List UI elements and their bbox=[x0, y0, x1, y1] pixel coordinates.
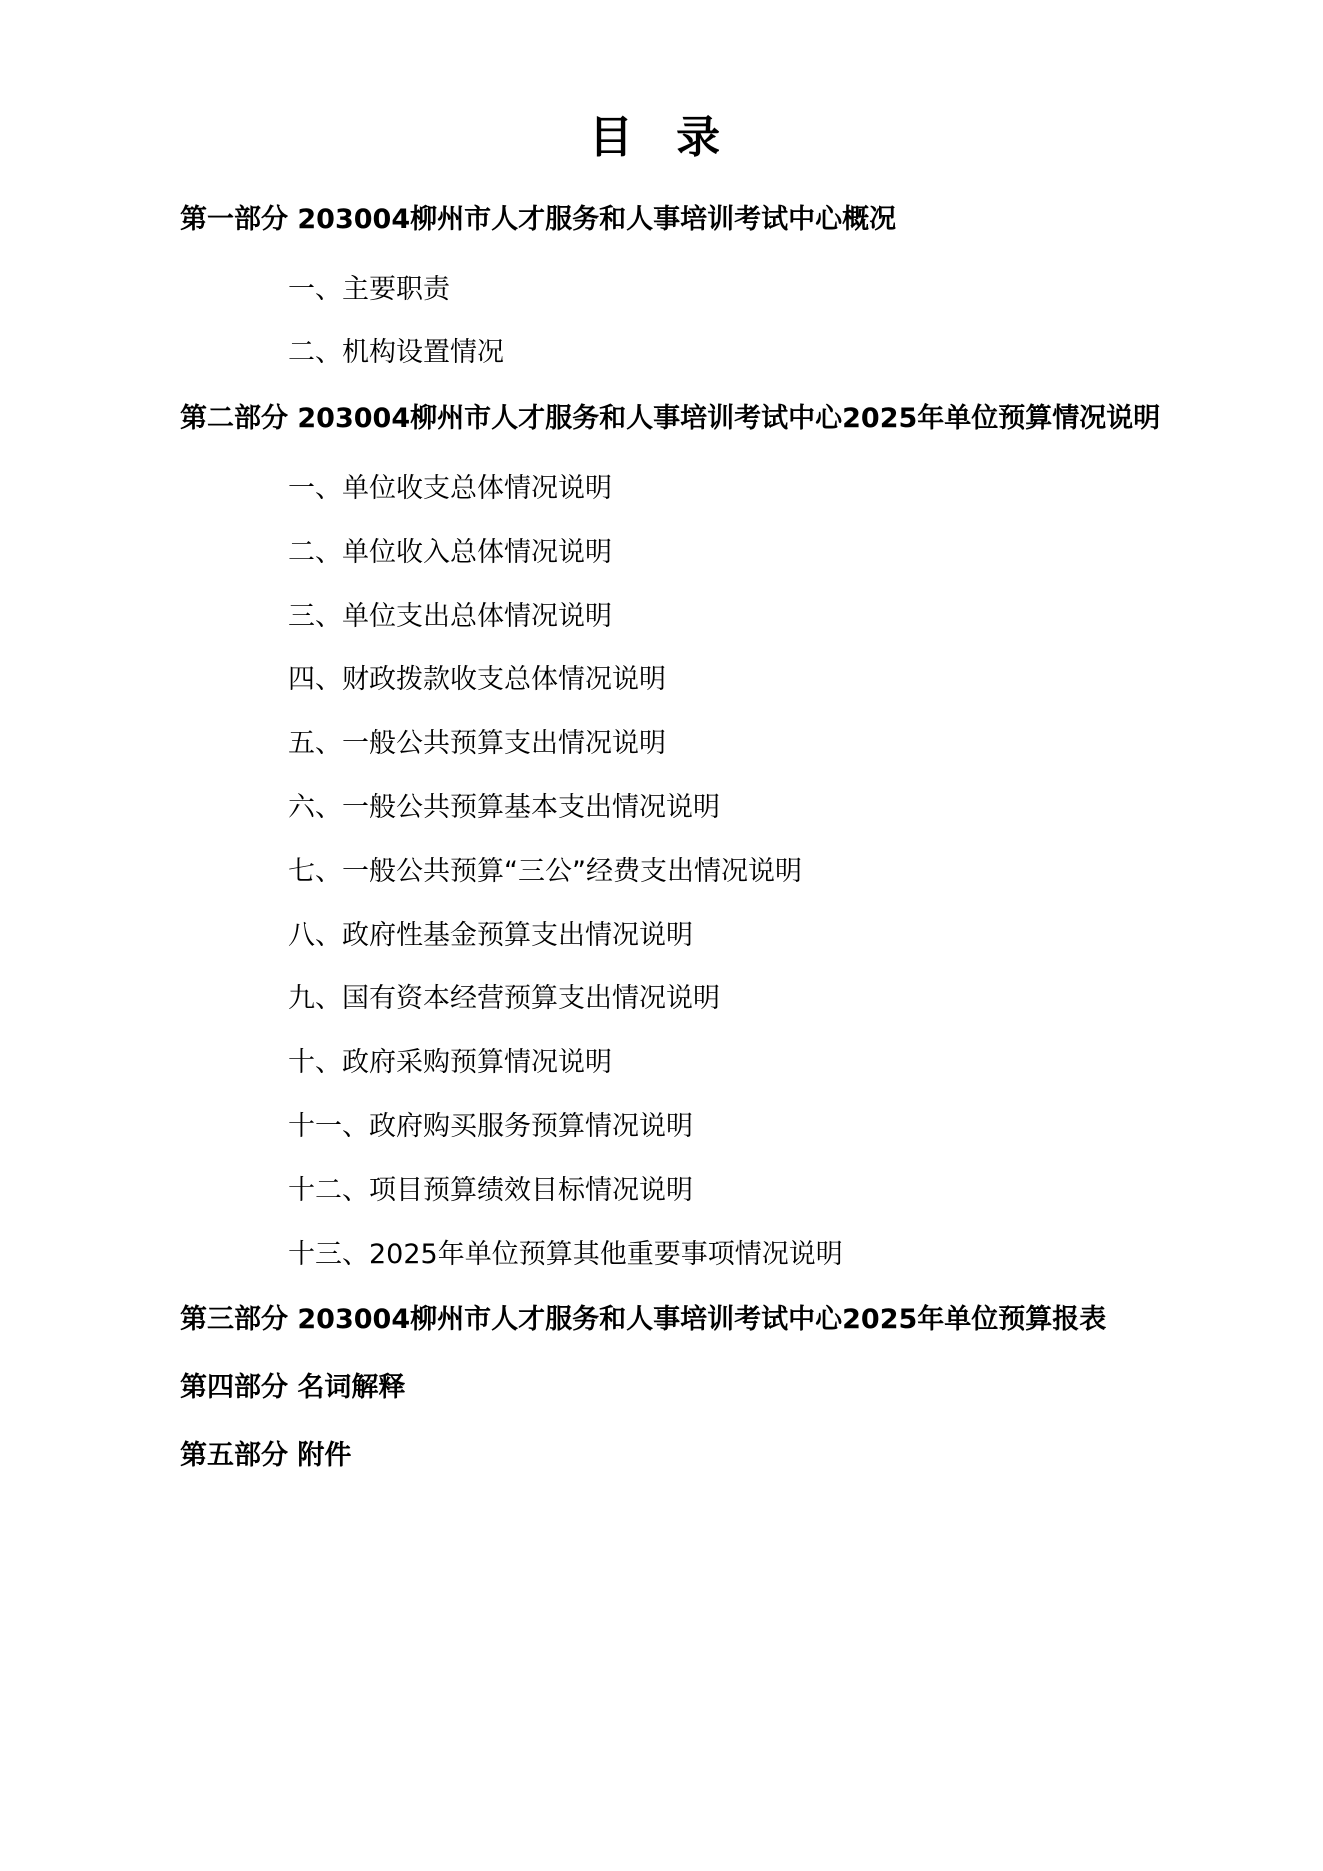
toc-sub-entry[interactable]: 二、单位收入总体情况说明 bbox=[288, 536, 612, 568]
toc-part-entry[interactable]: 第四部分 名词解释 bbox=[180, 1372, 406, 1404]
toc-sub-entry[interactable]: 六、一般公共预算基本支出情况说明 bbox=[288, 792, 720, 824]
toc-sub-entry[interactable]: 九、国有资本经营预算支出情况说明 bbox=[288, 983, 720, 1015]
page-title: 目 录 bbox=[588, 112, 735, 163]
table-of-contents bbox=[118, 199, 1205, 1477]
toc-sub-entry[interactable]: 一、主要职责 bbox=[288, 273, 450, 305]
toc-sub-entry[interactable]: 七、一般公共预算“三公”经费支出情况说明 bbox=[288, 855, 802, 887]
toc-sub-entry[interactable]: 十二、项目预算绩效目标情况说明 bbox=[288, 1174, 693, 1206]
toc-part-entry[interactable]: 第二部分 203004柳州市人才服务和人事培训考试中心2025年单位预算情况说明 bbox=[180, 403, 1161, 435]
toc-part-entry[interactable]: 第五部分 附件 bbox=[180, 1440, 352, 1472]
toc-part-entry[interactable]: 第一部分 203004柳州市人才服务和人事培训考试中心概况 bbox=[180, 203, 897, 235]
toc-sub-entry[interactable]: 十三、2025年单位预算其他重要事项情况说明 bbox=[288, 1238, 843, 1270]
toc-sub-entry[interactable]: 八、政府性基金预算支出情况说明 bbox=[288, 919, 693, 951]
toc-sub-entry[interactable]: 一、单位收支总体情况说明 bbox=[288, 473, 612, 505]
toc-sub-entry[interactable]: 三、单位支出总体情况说明 bbox=[288, 600, 612, 632]
toc-sub-entry[interactable]: 十一、政府购买服务预算情况说明 bbox=[288, 1111, 693, 1143]
toc-sub-entry[interactable]: 二、机构设置情况 bbox=[288, 337, 504, 369]
toc-sub-entry[interactable]: 十、政府采购预算情况说明 bbox=[288, 1047, 612, 1079]
toc-part-entry[interactable]: 第三部分 203004柳州市人才服务和人事培训考试中心2025年单位预算报表 bbox=[180, 1304, 1107, 1336]
toc-sub-entry[interactable]: 五、一般公共预算支出情况说明 bbox=[288, 728, 666, 760]
toc-sub-entry[interactable]: 四、财政拨款收支总体情况说明 bbox=[288, 664, 666, 696]
